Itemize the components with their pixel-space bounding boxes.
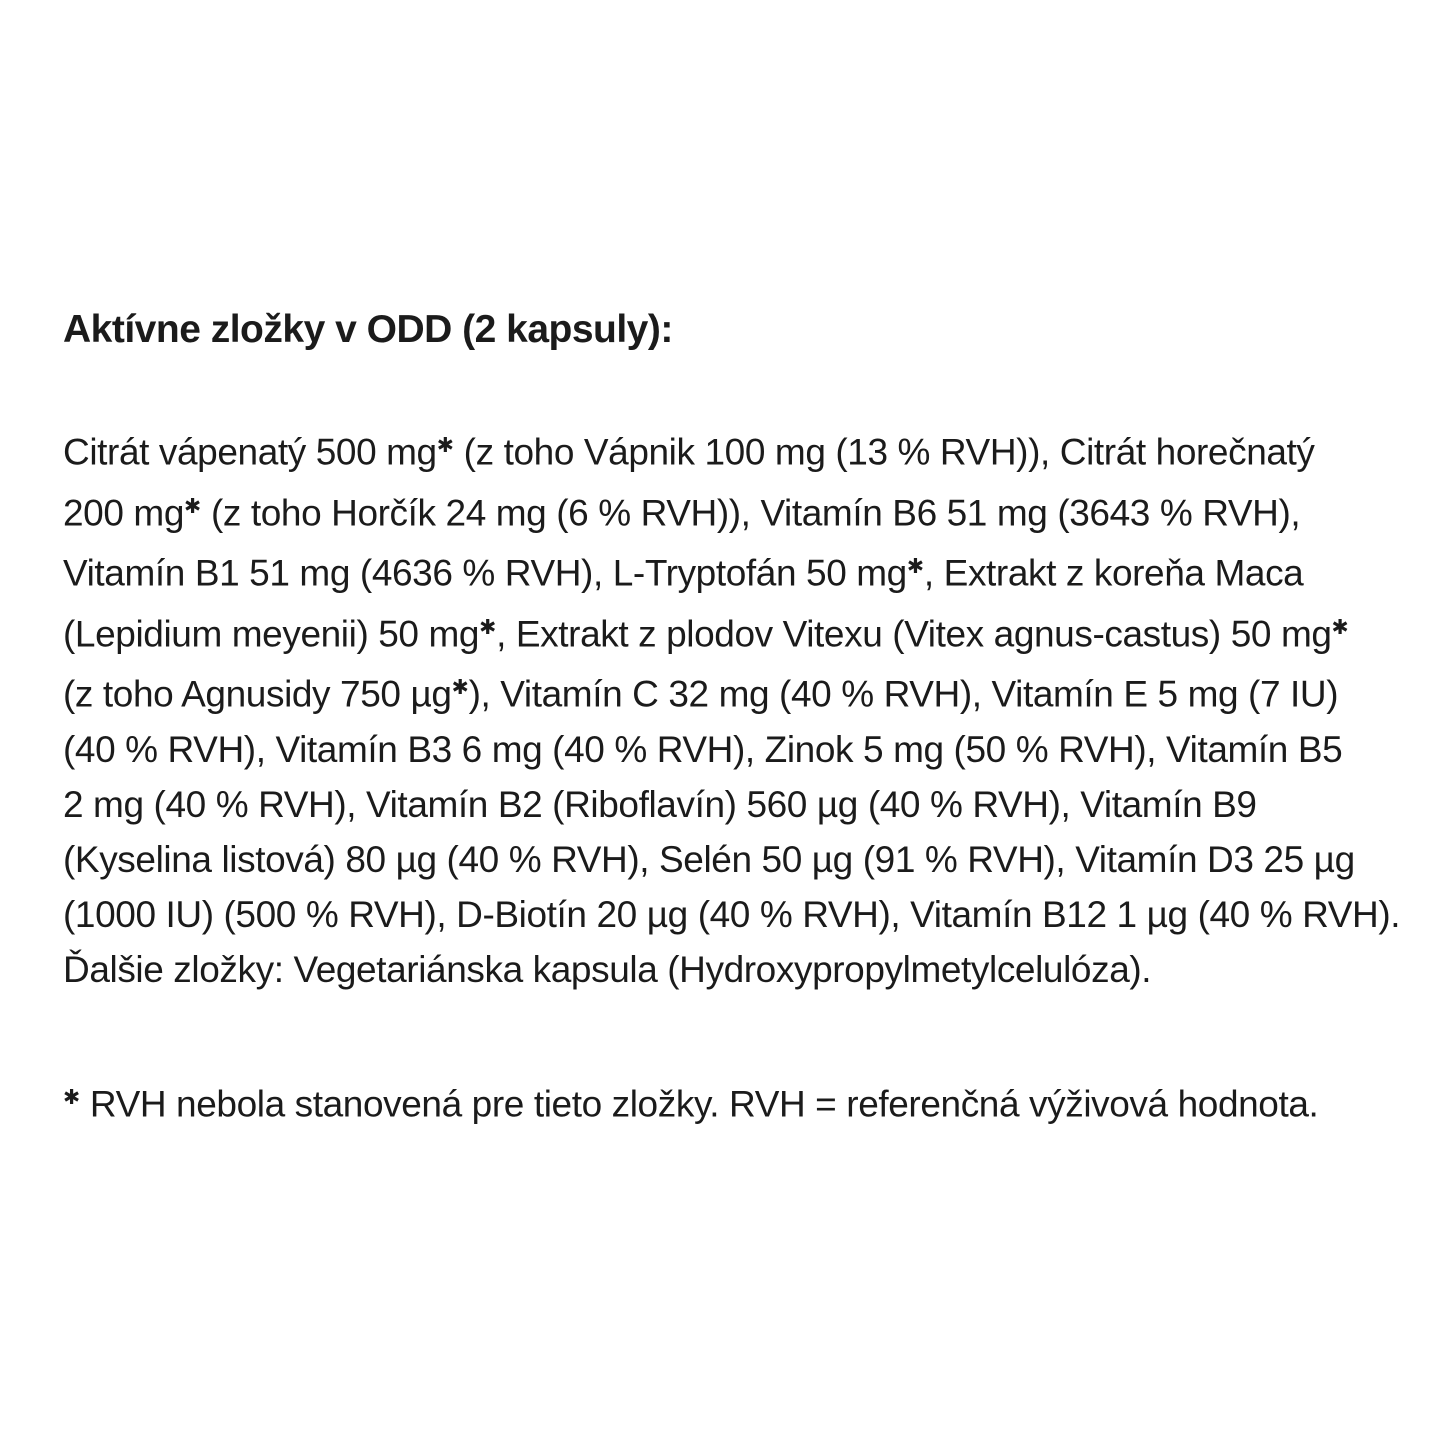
- reference-mark-icon: ✱: [436, 435, 454, 457]
- reference-mark-icon: ✱: [1331, 616, 1349, 639]
- ingredients-line: Citrát vápenatý 500 mg✱ (z toho Vápnik 100 mg (13 % RVH)), Citrát horečnatý: [63, 431, 1315, 473]
- ingredients-line: (40 % RVH), Vitamín B3 6 mg (40 % RVH), Zinok 5 mg (50 % RVH), Vitamín B5: [63, 729, 1343, 771]
- ingredients-line: Ďalšie zložky: Vegetariánska kapsula (Hydroxypropylmetylcelulóza).: [63, 949, 1152, 991]
- reference-mark-icon: ✱: [184, 495, 202, 518]
- reference-mark-icon: ✱: [906, 556, 924, 579]
- rvh-footnote: ✱ RVH nebola stanovená pre tieto zložky. RVH = referenčná výživová hodnota.: [63, 1083, 1319, 1125]
- section-heading: Aktívne zložky v ODD (2 kapsuly):: [63, 308, 673, 351]
- ingredients-line: (1000 IU) (500 % RVH), D-Biotín 20 µg (40 % RVH), Vitamín B12 1 µg (40 % RVH).: [63, 894, 1401, 936]
- ingredients-line: 2 mg (40 % RVH), Vitamín B2 (Riboflavín) 560 µg (40 % RVH), Vitamín B9: [63, 784, 1257, 826]
- reference-mark-icon: ✱: [451, 677, 469, 700]
- ingredients-line: (Lepidium meyenii) 50 mg✱, Extrakt z plodov Vitexu (Vitex agnus-castus) 50 mg✱: [63, 613, 1349, 655]
- ingredients-line: (Kyselina listová) 80 µg (40 % RVH), Selén 50 µg (91 % RVH), Vitamín D3 25 µg: [63, 839, 1355, 881]
- ingredients-line: Vitamín B1 51 mg (4636 % RVH), L-Tryptofán 50 mg✱, Extrakt z koreňa Maca: [63, 552, 1304, 594]
- reference-mark-icon: ✱: [63, 1087, 81, 1109]
- ingredients-line: 200 mg✱ (z toho Horčík 24 mg (6 % RVH)), Vitamín B6 51 mg (3643 % RVH),: [63, 492, 1301, 534]
- reference-mark-icon: ✱: [479, 616, 497, 639]
- ingredients-paragraph: [63, 419, 1400, 997]
- ingredients-line: (z toho Agnusidy 750 µg✱), Vitamín C 32 mg (40 % RVH), Vitamín E 5 mg (7 IU): [63, 674, 1339, 716]
